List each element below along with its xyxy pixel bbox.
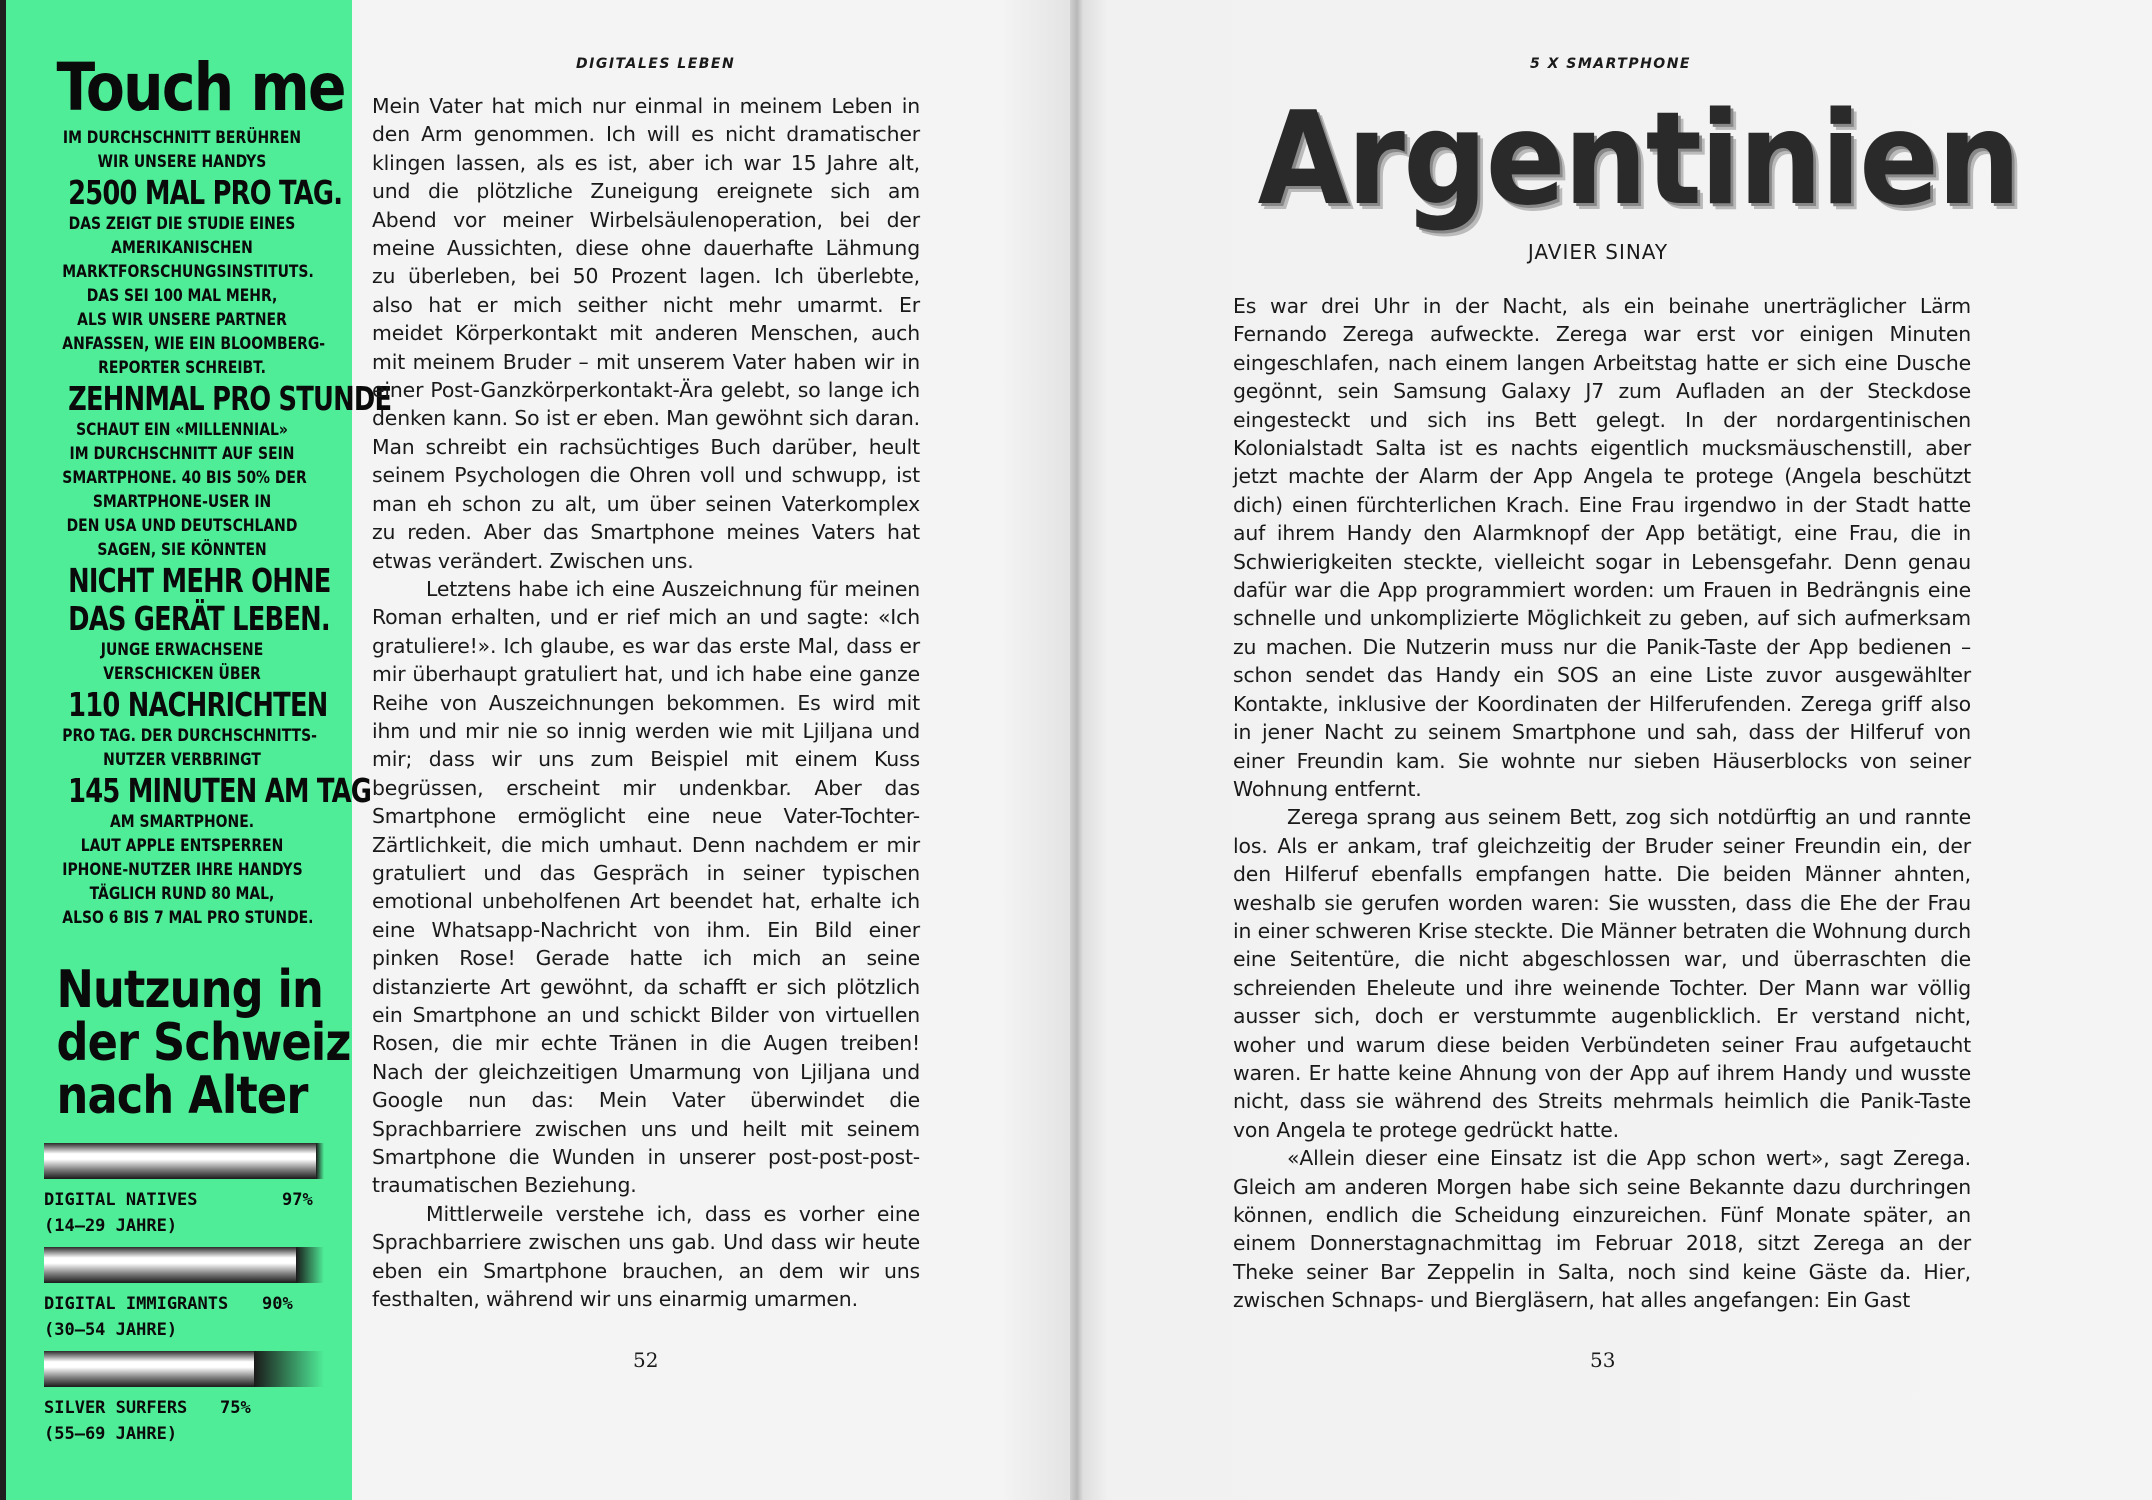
sidebar-text-line: WIR UNSERE HANDYS: [97, 152, 267, 172]
bar-fade: [316, 1143, 324, 1179]
right-article-body: [1233, 292, 1971, 1315]
sidebar-text-line: SMARTPHONE-USER IN: [92, 492, 272, 512]
sidebar-fact-lines: [36, 126, 392, 930]
sidebar-highlight-line: DAS GERÄT LEBEN.: [68, 599, 330, 638]
sidebar-text-line: IM DURCHSCHNITT AUF SEIN: [69, 444, 295, 464]
bar-track: [44, 1143, 324, 1179]
sidebar-text-line: REPORTER SCHREIBT.: [98, 358, 266, 378]
bar-percent: 97%: [282, 1190, 313, 1210]
bar-name: SILVER SURFERS: [44, 1398, 188, 1418]
sidebar-text-line: DAS ZEIGT DIE STUDIE EINES: [68, 214, 296, 234]
sidebar-text-line: MARKTFORSCHUNGSINSTITUTS.: [62, 262, 314, 282]
bar-percent: 75%: [220, 1398, 251, 1418]
sidebar-title: Touch me: [56, 49, 345, 126]
usage-heading-line: Nutzung in: [56, 960, 323, 1020]
bar-age-range: (14–29 JAHRE): [44, 1216, 178, 1236]
article-paragraph: Mein Vater hat mich nur einmal in meinem Leben in den Arm genommen. Ich will es nicht dramatischer klingen lassen, als es ist, aber ich war 15 Jahre alt, und die plötzliche Zuneigung ereignete sich am Abend vor meiner Wirbelsäulenoperation, bei der meine Aussichten, diese ohne dauerhafte Lähmung zu überleben, bei 50 Prozent lagen. Ich überlebte, also hat er mich seither nicht mehr umarmt. Er meidet Körperkontakt mit anderen Menschen, auch mit meinem Bruder – mit unserem Vater haben wir in einer Post-Ganzkörperkontakt-Ära gelebt, so lange ich denken kann. So ist er eben. Man gewöhnt sich daran. Man schreibt ein rachsüchtiges Buch darüber, heult seinem Psychologen die Ohren voll und schwupp, ist man eh schon zu alt, um über seinen Vaterkomplex zu reden. Aber das Smartphone meines Vaters hat etwas verändert. Zwischen uns.: [372, 94, 920, 573]
bar-fill: [44, 1351, 254, 1387]
sidebar-text-line: JUNGE ERWACHSENE: [100, 640, 264, 660]
article-paragraph: «Allein dieser eine Einsatz ist die App schon wert», sagt Zerega. Gleich am anderen Morgen habe sich seine Bekannte dazu durchringen können, endlich die Scheidung einzureichen. Fünf Monate später, an einem Donnerstagnachmittag im Februar 2018, sitzt Zerega an der Theke seiner Bar Zeppelin in Salta, noch sind keine Gäste da. Hier, zwischen Schnaps- und Biergläsern, hat alles angefangen: Ein Gast: [1233, 1146, 1971, 1313]
sidebar-text-line: SMARTPHONE. 40 BIS 50% DER: [62, 468, 307, 488]
stats-sidebar: [0, 0, 392, 1500]
sidebar-text-line: TÄGLICH RUND 80 MAL,: [89, 884, 275, 904]
running-head-left: DIGITALES LEBEN: [576, 56, 736, 72]
sidebar-highlight-line: 110 NACHRICHTEN: [68, 685, 328, 724]
sidebar-text-line: IM DURCHSCHNITT BERÜHREN: [62, 128, 302, 148]
sidebar-text-line: AMERIKANISCHEN: [111, 238, 253, 258]
article-paragraph: Mittlerweile verstehe ich, dass es vorher eine Sprachbarriere zwischen uns gab. Und dass wir heute eben ein Smartphone brauchen, an dem wir uns festhalten, während wir uns einarmig umarmen.: [372, 1201, 920, 1312]
sidebar-text-line: NUTZER VERBRINGT: [103, 750, 261, 770]
bar-fill: [44, 1247, 296, 1283]
usage-heading-line: der Schweiz: [56, 1013, 351, 1073]
sidebar-text-line: IPHONE-NUTZER IHRE HANDYS: [62, 860, 303, 880]
article-title: Argentinien: [1257, 85, 2020, 234]
sidebar-facts: [36, 49, 392, 930]
usage-bar-digital-immigrants: [44, 1247, 324, 1341]
usage-bar-silver-surfers: [44, 1351, 324, 1445]
sidebar-text-line: VERSCHICKEN ÜBER: [103, 664, 261, 684]
usage-bar-digital-natives: [44, 1143, 324, 1237]
sidebar-text-line: SCHAUT EIN «MILLENNIAL»: [76, 420, 288, 440]
usage-heading: [36, 960, 351, 1126]
bar-fade: [296, 1247, 324, 1283]
sidebar-text-line: AM SMARTPHONE.: [109, 812, 255, 832]
bar-percent: 90%: [262, 1294, 293, 1314]
article-paragraph: Zerega sprang aus seinem Bett, zog sich notdürftig an und rannte los. Als er ankam, traf gleichzeitig der Bruder seiner Freundin ein, der den Hilferuf ebenfalls empfangen hatte. Die beiden Männer ahnten, weshalb sie gerufen worden waren: Sie wussten, dass die Ehe der Frau in einer schweren Krise steckte. Die Männer betraten die Wohnung durch eine Seitentüre, die nicht abgeschlossen war, und überraschten die schreienden Eheleute und ihre weinende Tochter. Der Mann war völlig ausser sich, doch er verstummte augenblicklich. Er verstand nicht, woher und warum diese beiden Verbündeten seiner Frau aufgetaucht waren. Er hatte keine Ahnung von der App auf ihrem Handy und wusste nicht, dass sie während des Streits mehrmals heimlich die Panik-Taste von Angela te protege gedrückt hatte.: [1233, 805, 1971, 1142]
sidebar-text-line: DEN USA UND DEUTSCHLAND: [66, 516, 298, 536]
page-number-right: 53: [1590, 1348, 1616, 1372]
sidebar-highlight-line: 2500 MAL PRO TAG.: [68, 173, 343, 212]
sidebar-highlight-line: NICHT MEHR OHNE: [68, 561, 331, 600]
article-paragraph: Es war drei Uhr in der Nacht, als ein beinahe unerträglicher Lärm Fernando Zerega aufweckte. Zerega war erst vor einigen Minuten eingeschlafen, nach einem langen Arbeitstag hatte er sich eine Dusche gegönnt, sein Samsung Galaxy J7 zum Aufladen an der Steckdose eingesteckt und sich ins Bett gelegt. In der nordargentinischen Kolonialstadt Salta ist es nachts eigentlich mucksmäuschenstill, aber jetzt machte der Alarm der App Angela te protege (Angela beschützt dich) einen fürchterlichen Krach. Eine Frau irgendwo in der Stadt hatte auf ihrem Handy den Alarmknopf der App betätigt, eine Frau, die in Schwierigkeiten steckte, vielleicht sogar in Lebensgefahr. Denn genau dafür war die App programmiert worden: um Frauen in Bedrängnis eine schnelle und unkomplizierte Möglichkeit zu geben, auf sich aufmerksam zu machen. Die Nutzerin muss nur die Panik-Taste der App bedienen – schon sendet das Handy ein SOS an eine Liste zuvor ausgewählter Kontakte, inklusive der Koordinaten der Hilferufenden. Zerega griff also in jener Nacht zu seinem Smartphone und sah, dass der Hilferuf von einer Freundin kam. Sie wohnte nur sieben Häuserblocks von seiner Wohnung entfernt.: [1233, 294, 1971, 801]
sidebar-highlight-line: ZEHNMAL PRO STUNDE: [68, 379, 392, 418]
sidebar-text-line: DAS SEI 100 MAL MEHR,: [86, 286, 278, 306]
bar-age-range: (30–54 JAHRE): [44, 1320, 178, 1340]
book-gutter: [1070, 0, 1084, 1500]
sidebar-text-line: LAUT APPLE ENTSPERREN: [80, 836, 284, 856]
bar-name: DIGITAL IMMIGRANTS: [44, 1294, 229, 1314]
running-head-right: 5 X SMARTPHONE: [1530, 56, 1691, 72]
bar-track: [44, 1247, 324, 1283]
sidebar-text-line: ALSO 6 BIS 7 MAL PRO STUNDE.: [62, 908, 314, 928]
sidebar-text-line: SAGEN, SIE KÖNNTEN: [97, 540, 267, 560]
bar-fade: [254, 1351, 324, 1387]
usage-heading-line: nach Alter: [56, 1066, 308, 1126]
sidebar-text-line: ALS WIR UNSERE PARTNER: [77, 310, 287, 330]
bar-age-range: (55–69 JAHRE): [44, 1424, 178, 1444]
sidebar-text-line: ANFASSEN, WIE EIN BLOOMBERG-: [62, 334, 326, 354]
article-author: JAVIER SINAY: [1527, 240, 1669, 264]
sidebar-text-line: PRO TAG. DER DURCHSCHNITTS-: [62, 726, 317, 746]
article-paragraph: Letztens habe ich eine Auszeichnung für meinen Roman erhalten, und er rief mich an und sagte: «Ich gratuliere!». Ich glaube, es war das erste Mal, dass er mir überhaupt gratuliert hat, und ich habe eine ganze Reihe von Auszeichnungen bekommen. Es wird mit ihm und mir nie so innig werden wie mit Ljiljana und mir; dass wir uns zum Beispiel mit einem Kuss begrüssen, erscheint mir undenkbar. Aber das Smartphone ermöglicht eine neue Vater-Tochter-Zärtlichkeit, die mich umhaut. Denn nachdem er mir gratuliert und das Gespräch in seiner typischen emotional unbeholfenen Art beendet hat, erhalte ich eine Whatsapp-Nachricht von ihm. Ein Bild einer pinken Rose! Gerade hatte ich mich an seine distanzierte Art gewöhnt, da schafft er sich plötzlich ein Smartphone an und schickt Bilder von virtuellen Rosen, die mir echte Tränen in die Augen treiben! Nach der gleichzeitigen Umarmung von Ljiljana und Google nun das: Mein Vater überwindet die Sprachbarriere zwischen uns und heilt mit seinem Smartphone die Wunden in unserer post-post-post-traumatischen Beziehung.: [372, 576, 920, 1198]
bar-name: DIGITAL NATIVES: [44, 1190, 198, 1210]
sidebar-highlight-line: 145 MINUTEN AM TAG: [68, 771, 372, 810]
page-number-left: 52: [633, 1348, 659, 1372]
bar-track: [44, 1351, 324, 1387]
bar-fill: [44, 1143, 316, 1179]
left-article-body: [372, 92, 920, 1313]
